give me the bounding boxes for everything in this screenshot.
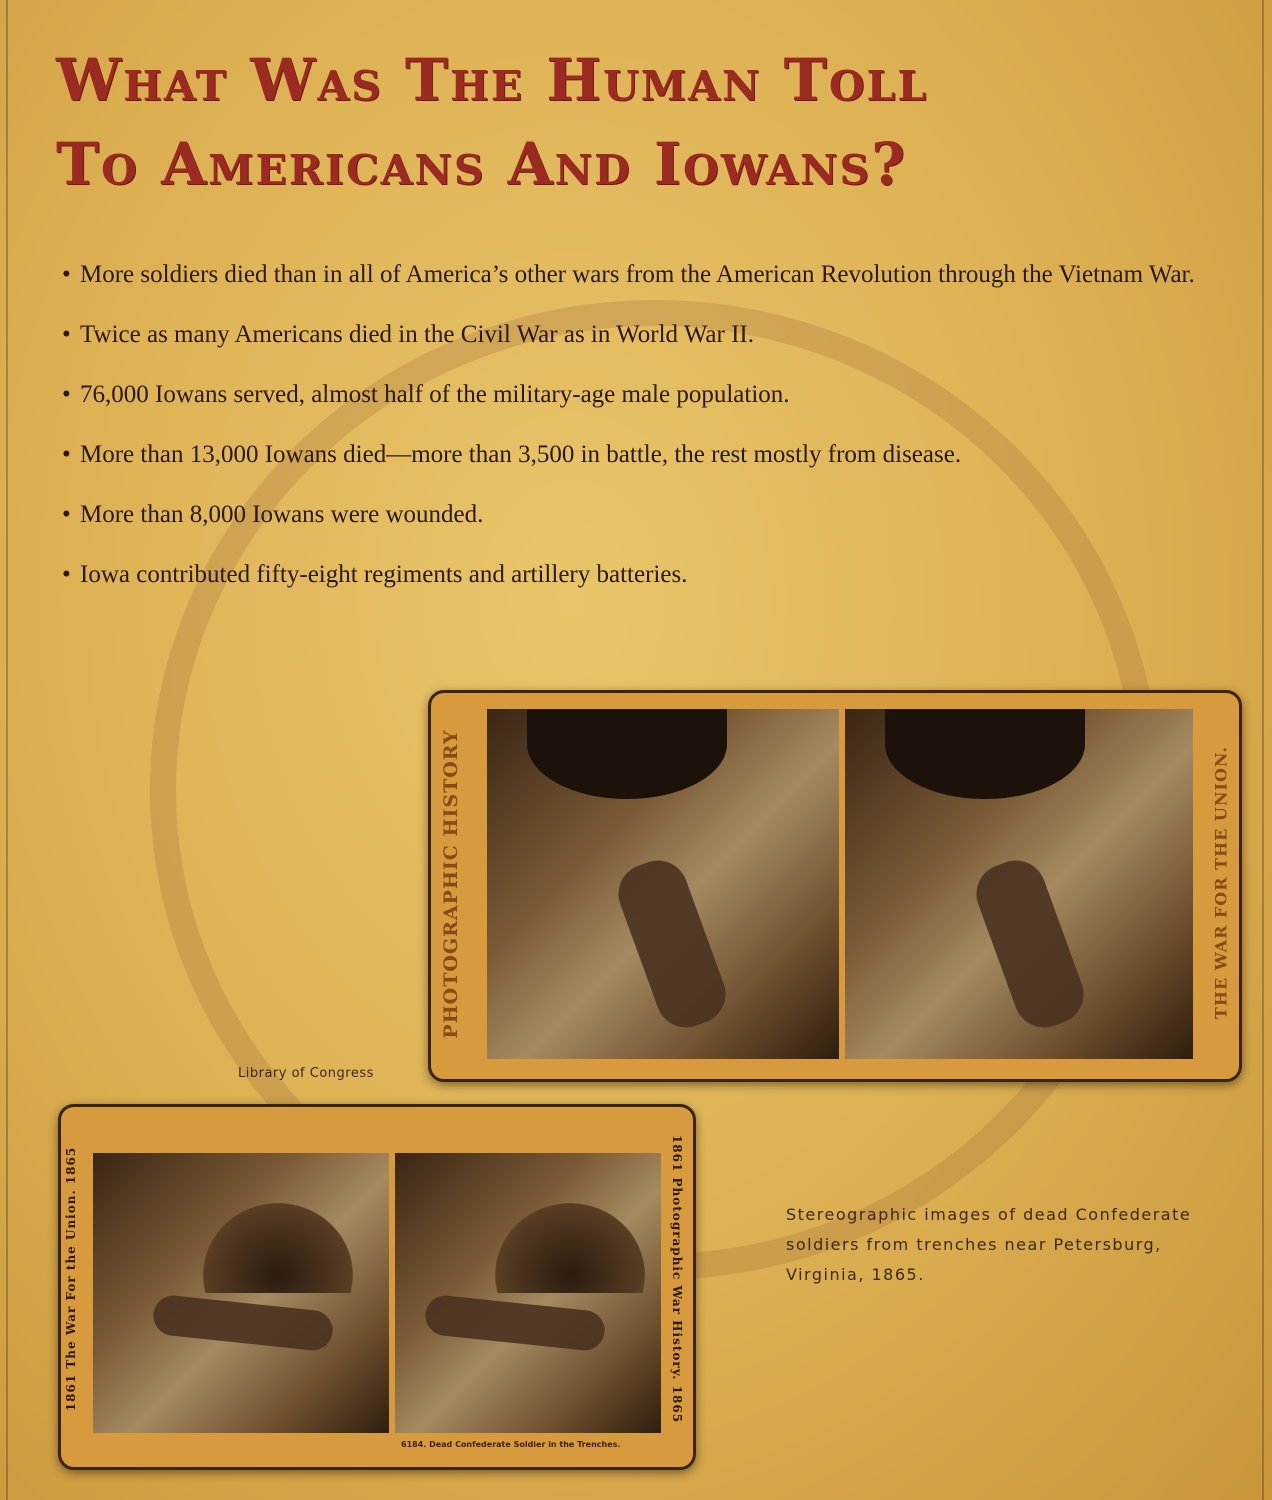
title-line-1: What Was The Human Toll	[56, 46, 929, 114]
stereocard-bottom	[58, 1104, 696, 1470]
stereocard-top-left-label: PHOTOGRAPHIC HISTORY	[440, 729, 462, 1039]
stereo-photo-right	[395, 1153, 661, 1433]
image-credit: Library of Congress	[238, 1066, 374, 1081]
stereo-photo-left	[487, 709, 839, 1059]
stereocard-top-right-label: THE WAR FOR THE UNION.	[1211, 745, 1231, 1020]
fact-list	[60, 256, 1240, 616]
stereocard-top	[428, 690, 1242, 1082]
fact-item: • More than 13,000 Iowans died—more than 3,500 in battle, the rest mostly from disease.	[60, 436, 1240, 474]
stereocard-bottom-right-label: 1861 Photographic War History. 1865	[670, 1134, 684, 1424]
fact-item: • 76,000 Iowans served, almost half of the military-age male population.	[60, 376, 1240, 414]
stereocard-bottom-left-label: 1861 The War For the Union. 1865	[64, 1146, 78, 1412]
page-title	[56, 38, 1246, 206]
fact-item: • More than 8,000 Iowans were wounded.	[60, 496, 1240, 534]
fact-item: • Twice as many Americans died in the Civil War as in World War II.	[60, 316, 1240, 354]
stereo-photo-right	[845, 709, 1193, 1059]
fact-item: • More soldiers died than in all of America’s other wars from the American Revolution through the Vietnam War.	[60, 256, 1240, 294]
stereo-photo-left	[93, 1153, 389, 1433]
stereocard-caption: 6184. Dead Confederate Soldier in the Trenches.	[401, 1440, 621, 1449]
photo-caption: Stereographic images of dead Confederate soldiers from trenches near Petersburg, Virginia, 1865.	[786, 1205, 1192, 1284]
title-line-2: To Americans And Iowans?	[56, 130, 908, 198]
fact-item: • Iowa contributed fifty-eight regiments and artillery batteries.	[60, 556, 1240, 594]
